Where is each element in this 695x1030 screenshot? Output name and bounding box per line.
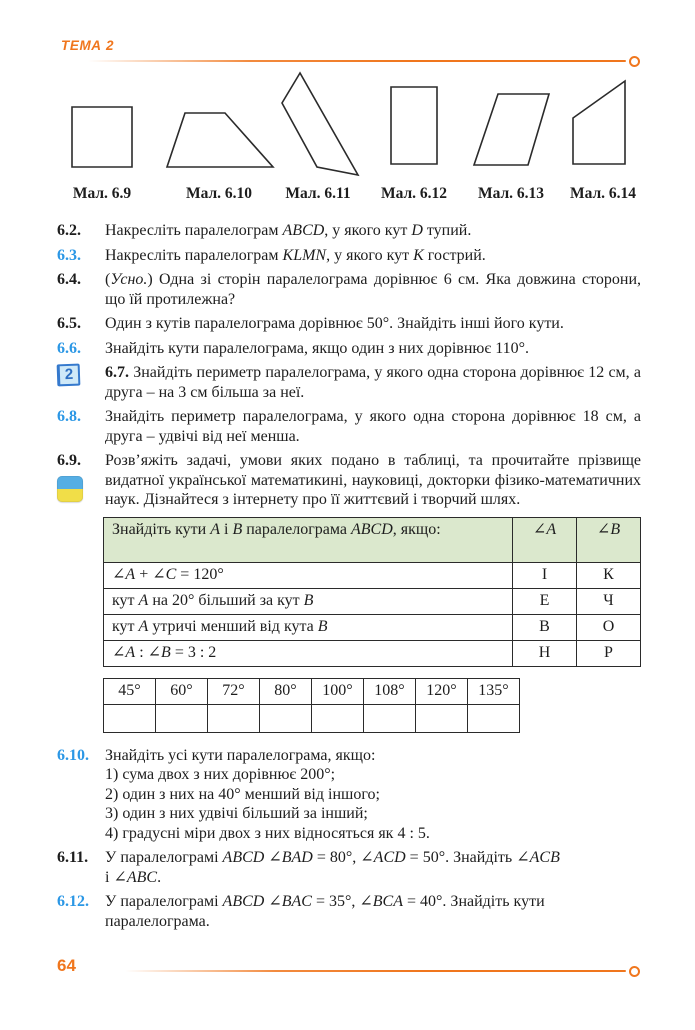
exercise-gutter (57, 746, 105, 844)
condition-cell: кут A утричі менший від кута B (104, 614, 513, 640)
theme-label: ТЕМА 2 (61, 38, 115, 53)
exercise-text: (Усно.) Одна зі сторін паралелограма дорівнює 6 см. Яка довжина сторони, що їй протилежна? (105, 271, 641, 308)
exercise-6-11 (57, 848, 641, 887)
figure-shape--6-11 (282, 73, 358, 175)
angle-value-cell: 120° (416, 678, 468, 704)
angle-answer-cell (416, 704, 468, 732)
angle-answer-cell (468, 704, 520, 732)
answer-table-row (104, 562, 641, 588)
angle-value-cell: 60° (156, 678, 208, 704)
figure-shape--6-9 (72, 107, 132, 167)
exercise-6-3 (57, 246, 641, 266)
angle-value-cell: 80° (260, 678, 312, 704)
page-number: 64 (57, 956, 76, 975)
exercise-gutter (57, 270, 105, 309)
angle-answer-cell (104, 704, 156, 732)
angle-value-cell: 108° (364, 678, 416, 704)
answer-table-angle-b-header: ∠B (577, 517, 641, 562)
condition-cell: ∠A + ∠C = 120° (104, 562, 513, 588)
exercise-text: Знайдіть усі кути паралелограма, якщо: 1) сума двох з них дорівнює 200°; 2) один з них на 40° менший від іншого; 3) один з них удвічі більший за інший; 4) градусні міри двох з них відносяться як 4 : 5. (105, 746, 641, 844)
exercise-gutter (57, 221, 105, 241)
exercise-6-12 (57, 892, 641, 931)
figures-strip (0, 65, 695, 215)
figure-caption: Мал. 6.11 (285, 185, 351, 202)
figure-shape--6-12 (391, 87, 437, 164)
exercise-6-7 (57, 363, 641, 402)
exercise-list-bottom (57, 746, 641, 932)
exercise-gutter (57, 314, 105, 334)
exercise-6-4 (57, 270, 641, 309)
exercise-6-10 (57, 746, 641, 844)
exercise-text: У паралелограмі ABCD ∠BAC = 35°, ∠BCA = 40°. Знайдіть кути паралелограма. (105, 893, 545, 930)
exercise-number: 6.10. (57, 746, 89, 764)
exercise-text: Розв’яжіть задачі, умови яких подано в таблиці, та прочитайте прізвище видатної української математикині, науковиці, докторки фізико-математичних наук. Дізнайтеся з інтернету про її життєвий і творчий шлях. (105, 452, 641, 508)
exercise-gutter (57, 451, 105, 510)
letter-a-cell: Е (513, 588, 577, 614)
angle-answer-cell (364, 704, 416, 732)
answer-table-angle-a-header: ∠A (513, 517, 577, 562)
letter-b-cell: О (577, 614, 641, 640)
exercise-number: 6.2. (57, 222, 81, 239)
condition-cell: ∠A : ∠B = 3 : 2 (104, 640, 513, 666)
exercise-gutter (57, 363, 105, 402)
figures-svg (0, 65, 695, 183)
answer-table-row (104, 588, 641, 614)
answer-table-task-header: Знайдіть кути A і B паралелограма ABCD, якщо: (104, 517, 513, 562)
exercise-number: 6.6. (57, 339, 81, 357)
condition-cell: кут A на 20° більший за кут B (104, 588, 513, 614)
figure-caption: Мал. 6.9 (72, 185, 132, 202)
figure-caption: Мал. 6.10 (185, 185, 253, 202)
exercise-number: 6.7. (105, 364, 129, 381)
angle-answer-cell (260, 704, 312, 732)
exercise-gutter (57, 339, 105, 359)
exercise-subitem: 3) один з них удвічі більший за інший; (105, 805, 368, 822)
exercise-gutter (57, 246, 105, 266)
exercise-text: Один з кутів паралелограма дорівнює 50°. Знайдіть інші його кути. (105, 315, 564, 332)
exercise-text: Знайдіть кути паралелограма, якщо один з них дорівнює 110°. (105, 339, 530, 357)
exercise-number: 6.3. (57, 246, 81, 264)
exercise-gutter (57, 848, 105, 887)
answer-table-row (104, 614, 641, 640)
angle-answer-cell (312, 704, 364, 732)
exercise-number: 6.12. (57, 893, 89, 910)
figure-shape--6-10 (167, 113, 273, 167)
angle-answer-cell (208, 704, 260, 732)
exercise-gutter (57, 407, 105, 446)
exercise-number: 6.4. (57, 271, 81, 288)
exercise-6-6 (57, 339, 641, 359)
answer-table (103, 517, 641, 667)
exercise-number: 6.5. (57, 315, 81, 332)
top-divider-line (88, 60, 626, 62)
ukraine-flag-icon (57, 476, 83, 502)
exercise-number: 6.9. (57, 452, 81, 469)
exercise-text: 6.7. Знайдіть периметр паралелограма, у якого одна сторона дорівнює 12 см, а друга – на 3 см більша за неї. (105, 364, 641, 401)
exercise-subitem: 1) сума двох з них дорівнює 200°; (105, 766, 336, 783)
angle-value-cell: 135° (468, 678, 520, 704)
angle-value-cell: 72° (208, 678, 260, 704)
exercise-6-8 (57, 407, 641, 446)
exercise-number: 6.11. (57, 849, 89, 866)
angle-answer-cell (156, 704, 208, 732)
exercise-6-5 (57, 314, 641, 334)
exercise-subitem: 2) один з них на 40° менший від іншого; (105, 785, 380, 803)
exercise-6-2 (57, 221, 641, 241)
figure-caption: Мал. 6.13 (477, 185, 545, 202)
figure-caption: Мал. 6.14 (569, 185, 637, 202)
figure-shape--6-14 (573, 81, 625, 164)
letter-a-cell: Н (513, 640, 577, 666)
letter-b-cell: Р (577, 640, 641, 666)
answer-table-row (104, 640, 641, 666)
workbook-level-2-icon: 2 (57, 364, 81, 387)
answer-table-header-row (104, 517, 641, 562)
angle-value-cell: 45° (104, 678, 156, 704)
letter-a-cell: В (513, 614, 577, 640)
angle-values-row (104, 678, 520, 704)
angle-values-table (103, 678, 520, 733)
exercise-text: Накресліть паралелограм ABCD, у якого кут D тупий. (105, 222, 472, 239)
angle-answers-row (104, 704, 520, 732)
figure-caption: Мал. 6.12 (380, 185, 448, 202)
angle-value-cell: 100° (312, 678, 364, 704)
exercise-6-9 (57, 451, 641, 510)
exercise-gutter (57, 892, 105, 931)
exercise-list-top (57, 221, 641, 510)
exercise-text: У паралелограмі ABCD ∠BAD = 80°, ∠ACD = 50°. Знайдіть ∠ACB і ∠ABC. (105, 849, 560, 886)
exercise-text: Знайдіть периметр паралелограма, у якого одна сторона дорівнює 18 см, а друга – удвічі від неї менша. (105, 408, 641, 445)
bottom-divider-endpoint-icon (629, 966, 640, 977)
letter-b-cell: К (577, 562, 641, 588)
letter-a-cell: І (513, 562, 577, 588)
bottom-divider-line (125, 970, 626, 972)
exercise-number: 6.8. (57, 408, 81, 425)
exercise-text: Накресліть паралелограм KLMN, у якого кут K гострий. (105, 246, 486, 264)
letter-b-cell: Ч (577, 588, 641, 614)
exercise-content (57, 221, 641, 936)
figure-shape--6-13 (474, 94, 549, 165)
exercise-subitem: 4) градусні міри двох з них відносяться як 4 : 5. (105, 824, 430, 842)
